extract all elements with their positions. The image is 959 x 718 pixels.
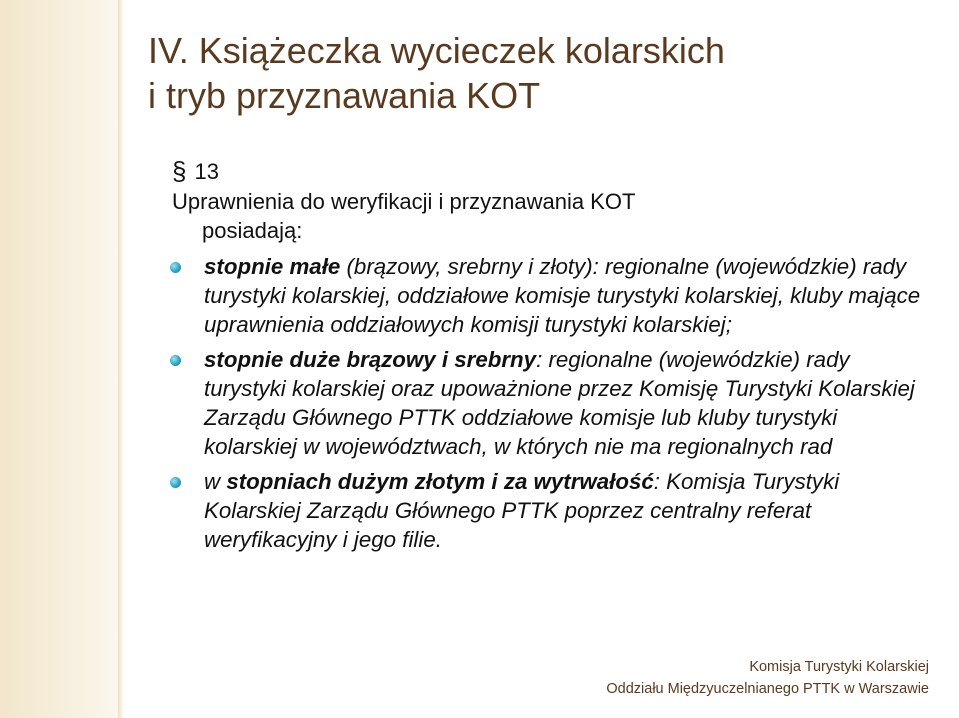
intro-line-2: posiadają: [202,218,303,243]
list-item-gold-degrees [170,467,930,554]
footer-line-2: Oddziału Międzyuczelnianego PTTK w Warszawie [606,681,929,697]
footer-credits [606,656,929,700]
bullet-dot-icon [170,477,181,488]
left-decorative-band [0,0,118,718]
body-text: : Komisja Turystyki Kolarskiej Zarządu Głównego PTTK poprzez centralny referat weryfikacyjny i jego filie. [204,469,840,552]
list-item-large-degrees [170,345,930,461]
body-text: w [204,469,227,494]
bold-phrase: stopnie duże brązowy i srebrny [204,347,537,372]
slide-title [148,28,725,118]
intro-paragraph [172,187,812,245]
body-text: : regionalne (wojewódzkie) rady turystyki kolarskiej oraz upoważnione przez Komisję Turystyki Kolarskiej Zarządu Głównego PTTK oddziałowe komisje lub kluby turystyki kolarskiej w województwach, w których nie ma regionalnych rad [204,347,915,459]
bullet-dot-icon [170,355,181,366]
footer-line-1: Komisja Turystyki Kolarskiej [749,659,929,675]
body-text: (brązowy, srebrny i złoty): regionalne (wojewódzkie) rady turystyki kolarskiej, oddziałowe komisje turystyki kolarskiej, kluby mające uprawnienia oddziałowych komisji turystyki kolarskiej; [204,254,921,337]
intro-line-1: Uprawnienia do weryfikacji i przyznawania KOT [172,189,636,214]
section-sign-icon: § [172,156,187,186]
slide-title-line-2: i tryb przyznawania KOT [148,75,541,116]
section-number: 13 [194,158,219,184]
bold-phrase: stopniach dużym złotym i za wytrwałość [226,469,654,494]
list-item-small-degrees [170,252,930,339]
bold-phrase: stopnie małe [204,254,341,279]
slide-title-line-1: IV. Książeczka wycieczek kolarskich [148,30,725,71]
section-heading [172,156,219,187]
bullet-dot-icon [170,262,181,273]
permissions-list [170,252,930,560]
left-band-edge [118,0,124,718]
